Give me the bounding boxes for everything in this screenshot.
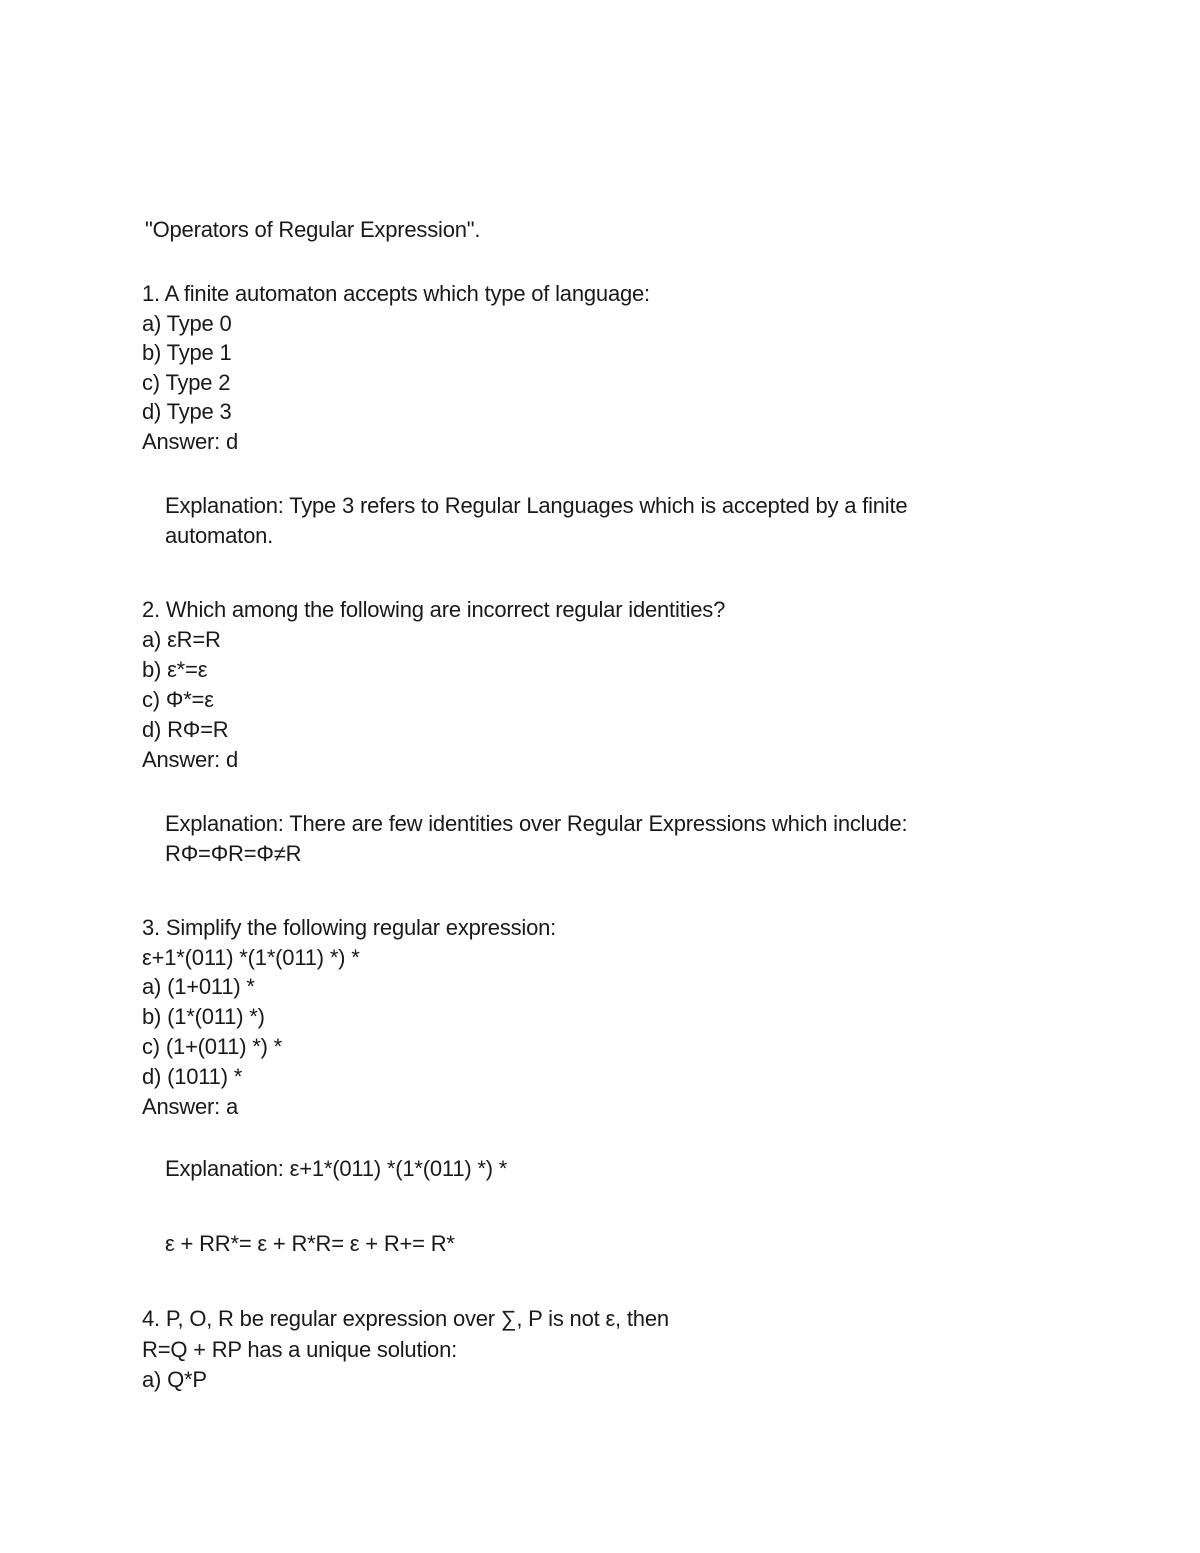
q2-option-b: b) ε*=ε <box>142 657 208 682</box>
q1-answer: Answer: d <box>142 429 239 454</box>
q2-answer: Answer: d <box>142 747 239 772</box>
q2-option-c: c) Φ*=ε <box>142 687 214 712</box>
q2-option-d: d) RΦ=R <box>142 717 229 742</box>
q3-expression: ε+1*(011) *(1*(011) *) * <box>142 945 360 970</box>
q3-option-d: d) (1011) * <box>142 1064 243 1089</box>
q1-question: 1. A finite automaton accepts which type of language: <box>142 281 650 306</box>
q2-explanation-line-2: RΦ=ΦR=Φ≠R <box>165 841 302 866</box>
q3-option-b: b) (1*(011) *) <box>142 1004 265 1029</box>
q3-option-c: c) (1+(011) *) * <box>142 1034 283 1059</box>
q2-explanation-line-1: Explanation: There are few identities over Regular Expressions which include: <box>165 811 908 836</box>
q1-explanation-line-2: automaton. <box>165 523 274 548</box>
q1-option-d: d) Type 3 <box>142 399 232 424</box>
q3-explanation-line-2: ε + RR*= ε + R*R= ε + R+= R* <box>165 1231 455 1256</box>
q3-question: 3. Simplify the following regular expression: <box>142 915 557 940</box>
q1-option-b: b) Type 1 <box>142 340 232 365</box>
q4-option-a: a) Q*P <box>142 1367 207 1392</box>
q3-answer: Answer: a <box>142 1094 239 1119</box>
q2-option-a: a) εR=R <box>142 627 221 652</box>
q2-question: 2. Which among the following are incorrect regular identities? <box>142 597 726 622</box>
q3-option-a: a) (1+011) * <box>142 974 255 999</box>
document-title: "Operators of Regular Expression". <box>145 217 481 242</box>
q1-explanation-line-1: Explanation: Type 3 refers to Regular Languages which is accepted by a finite <box>165 493 908 518</box>
q1-option-c: c) Type 2 <box>142 370 231 395</box>
q1-option-a: a) Type 0 <box>142 311 232 336</box>
q3-explanation-line-1: Explanation: ε+1*(011) *(1*(011) *) * <box>165 1156 508 1181</box>
q4-question: 4. P, O, R be regular expression over ∑, P is not ε, then <box>142 1306 669 1331</box>
q4-question-line-2: R=Q + RP has a unique solution: <box>142 1337 458 1362</box>
